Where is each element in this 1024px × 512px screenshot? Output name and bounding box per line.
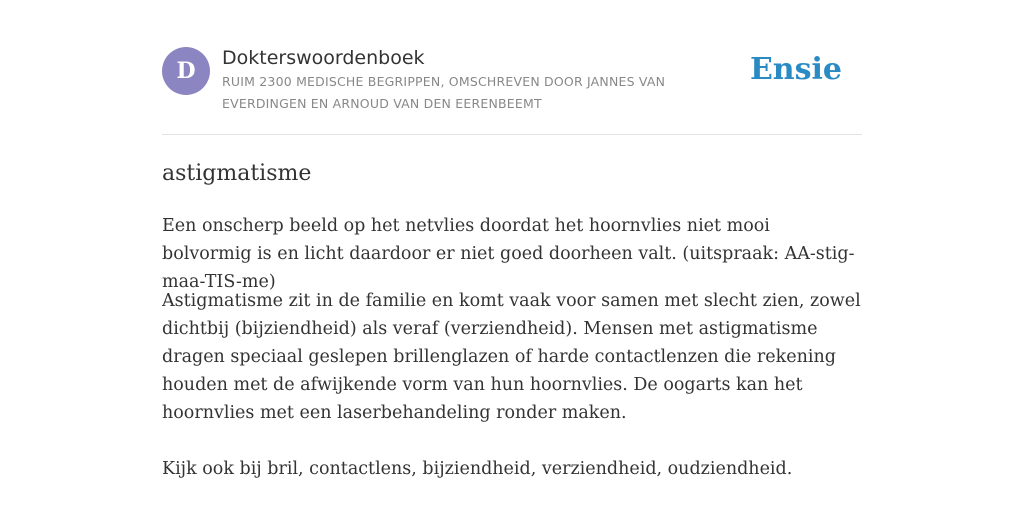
source-title[interactable]: Dokterswoordenboek xyxy=(222,47,425,69)
page xyxy=(162,0,862,479)
source-subtitle: RUIM 2300 MEDISCHE BEGRIPPEN, OMSCHREVEN DOOR JANNES VAN EVERDINGEN EN ARNOUD VAN DEN EERENBEEMT xyxy=(222,74,666,111)
source-header xyxy=(162,0,862,135)
entry-term: astigmatisme xyxy=(162,161,312,186)
entry-description: Astigmatisme zit in de familie en komt vaak voor samen met slecht zien, zowel dichtbij (bijziendheid) als veraf (verziendheid). Mensen met astigmatisme dragen speciaal geslepen brillenglazen of harde contactlenzen die rekening houden met de afwijkende vorm van hun hoornvlies. De oogarts kan het hoornvlies met een laserbehandeling ronder maken. xyxy=(162,291,861,423)
entry-see-also: Kijk ook bij bril, contactlens, bijziendheid, verziendheid, oudziendheid. xyxy=(162,459,793,479)
ensie-logo[interactable]: Ensie xyxy=(749,52,842,87)
entry-definition: Een onscherp beeld op het netvlies doordat het hoornvlies niet mooi bolvormig is en licht daardoor er niet goed doorheen valt. (uitspraak: AA-stig-maa-TIS-me) xyxy=(162,216,855,292)
source-avatar: D xyxy=(162,47,210,95)
